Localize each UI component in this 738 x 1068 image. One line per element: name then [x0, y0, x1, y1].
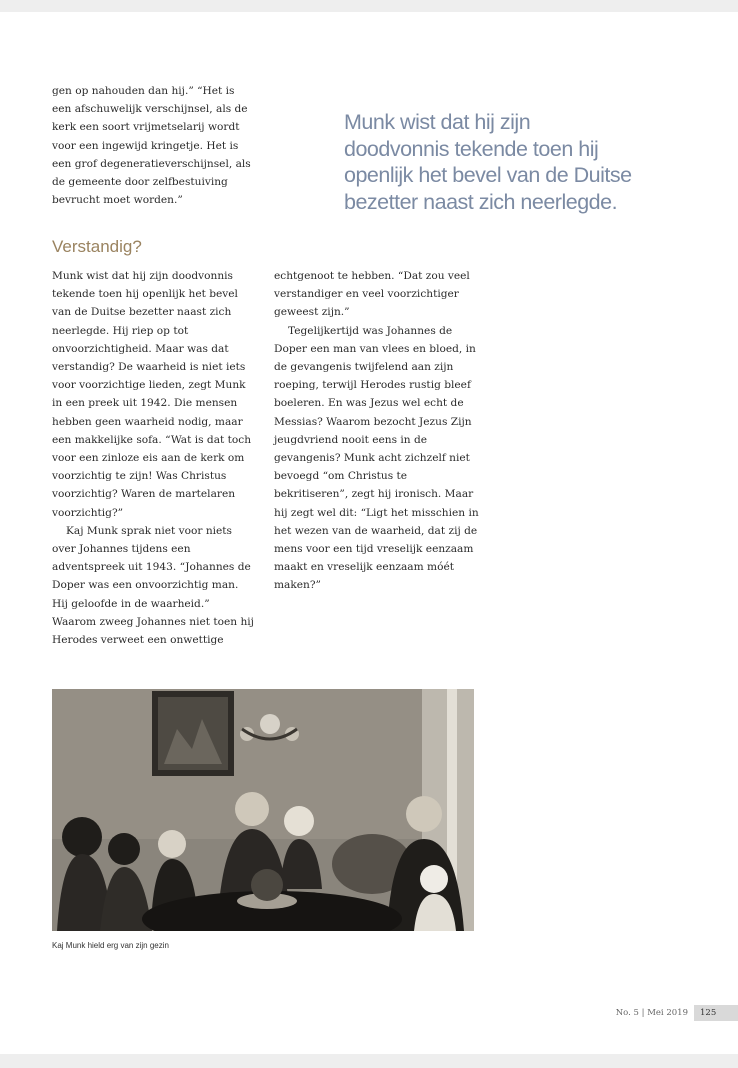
page-footer: [616, 1005, 738, 1021]
photo-caption: Kaj Munk hield erg van zijn gezin: [52, 941, 169, 950]
column-left: [52, 267, 257, 649]
magazine-page: [0, 12, 738, 1054]
page-number: 125: [694, 1005, 738, 1021]
column-top-left: [52, 82, 257, 209]
section-heading: Verstandig?: [52, 237, 142, 256]
family-photo: [52, 689, 474, 931]
paragraph: Tegelijkertijd was Johannes de Doper een man van vlees en bloed, in de gevangenis twijfelend aan zijn roeping, terwijl Herodes rustig bleef boeleren. En was Jezus wel echt de Messias? Waarom bezocht Jezus Zijn jeugdvriend nooit eens in de gevangenis? Munk acht zichzelf niet bevoegd “om Christus te bekritiseren”, zegt hij ironisch. Maar hij zegt wel dit: “Ligt het misschien in het wezen van de waarheid, dat zij de mens voor een tijd vreselijk eenzaam maakt en vreselijk eenzaam móét maken?”: [274, 324, 479, 592]
paragraph: Kaj Munk sprak niet voor niets over Johannes tijdens een adventspreek uit 1943. “Johannes de Doper was een onvoorzichtig man. Hij geloofde in de waarheid.” Waarom zweeg Johannes niet toen hij Herodes verweet een onwettige: [52, 524, 254, 647]
column-right: [274, 267, 479, 595]
pull-quote: Munk wist dat hij zijn doodvonnis tekende toen hij openlijk het bevel van de Duitse bezetter naast zich neerlegde.: [344, 110, 632, 214]
paragraph: Munk wist dat hij zijn doodvonnis tekende toen hij openlijk het bevel van de Duitse bezetter naast zich neerlegde. Hij riep op tot onvoorzichtigheid. Maar was dat verstandig? De waarheid is niet iets voor voorzichtige lieden, zegt Munk in een preek uit 1942. Die mensen hebben geen waarheid nodig, maar een makkelijke sofa. “Wat is dat toch voor een zinloze eis aan de kerk om voorzichtig te zijn! Was Christus voorzichtig? Waren de martelaren voorzichtig?”: [52, 270, 252, 519]
issue-label: No. 5 | Mei 2019: [615, 1008, 688, 1018]
paragraph: echtgenoot te hebben. “Dat zou veel verstandiger en veel voorzichtiger geweest zijn.”: [274, 270, 470, 319]
paragraph: gen op nahouden dan hij.” “Het is een afschuwelijk verschijnsel, als de kerk een soort vrijmetselarij wordt voor een ingewijd kringetje. Het is een grof degeneratieverschijnsel, als de gemeente door zelfbestuiving bevrucht moet worden.”: [52, 85, 251, 207]
